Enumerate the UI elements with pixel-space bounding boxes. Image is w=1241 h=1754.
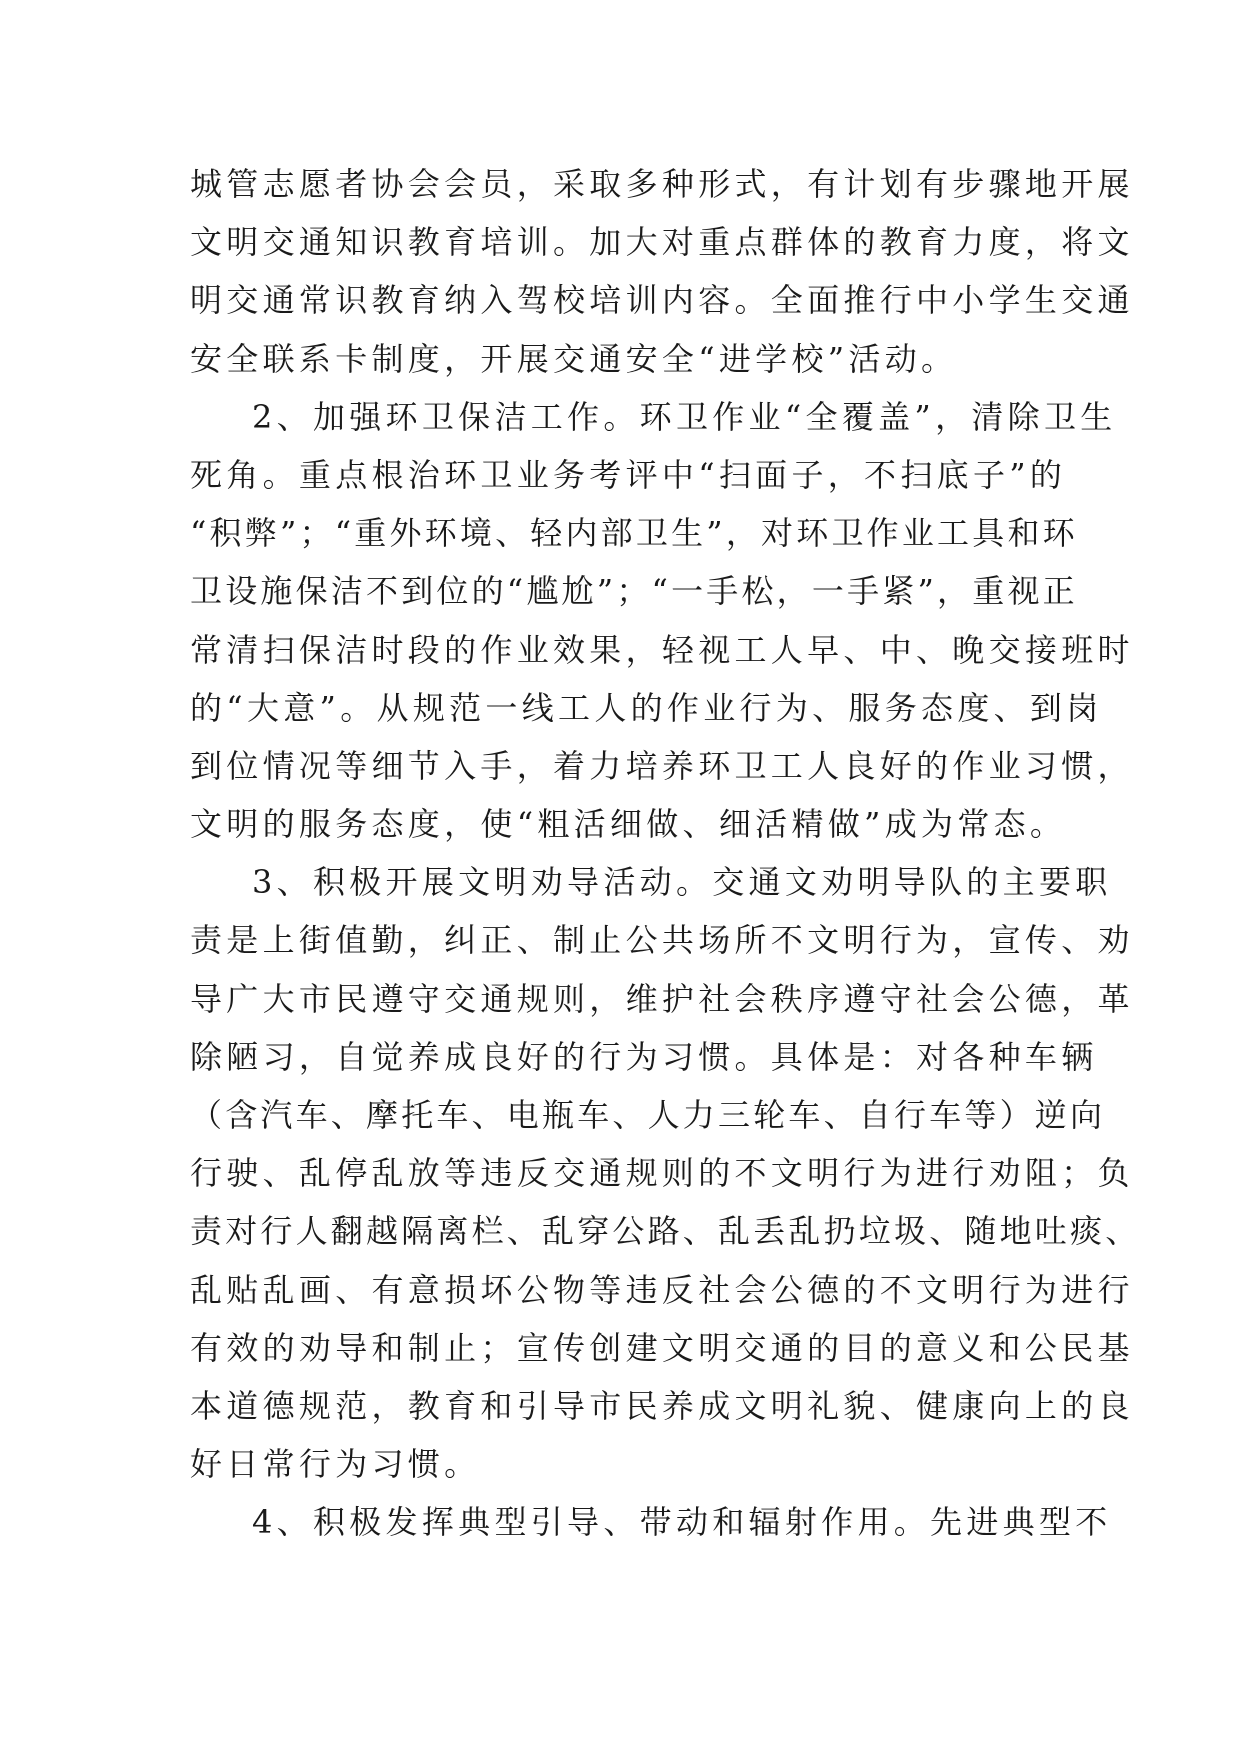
text-line: 卫设施保洁不到位的“尴尬”；“一手松，一手紧”，重视正: [190, 572, 1078, 611]
text-line: 行驶、乱停乱放等违反交通规则的不文明行为进行劝阻；负: [190, 1154, 1134, 1193]
text-line: 有效的劝导和制止；宣传创建文明交通的目的意义和公民基: [190, 1328, 1134, 1367]
text-line: 的“大意”。从规范一线工人的作业行为、服务态度、到岗: [190, 688, 1103, 727]
text-line: 导广大市民遵守交通规则，维护社会秩序遵守社会公德，革: [190, 979, 1134, 1018]
text-line: 责对行人翻越隔离栏、乱穿公路、乱丢乱扔垃圾、随地吐痰、: [190, 1212, 1141, 1251]
paragraph-2-first-line: 2、加强环卫保洁工作。环卫作业“全覆盖”，清除卫生: [252, 397, 1117, 436]
text-line: 常清扫保洁时段的作业效果，轻视工人早、中、晚交接班时: [190, 630, 1134, 669]
text-line: 文明交通知识教育培训。加大对重点群体的教育力度，将文: [190, 223, 1134, 262]
text-line: （含汽车、摩托车、电瓶车、人力三轮车、自行车等）逆向: [190, 1096, 1106, 1134]
text-line: 好日常行为习惯。: [190, 1445, 481, 1484]
paragraph-3-first-line: 3、积极开展文明劝导活动。交通文劝明导队的主要职: [252, 863, 1112, 902]
text-line: 城管志愿者协会会员，采取多种形式，有计划有步骤地开展: [190, 165, 1134, 203]
text-line: 明交通常识教育纳入驾校培训内容。全面推行中小学生交通: [190, 281, 1134, 320]
paragraph-4-first-line: 4、积极发挥典型引导、带动和辐射作用。先进典型不: [252, 1503, 1112, 1542]
text-line: 责是上街值勤，纠正、制止公共场所不文明行为，宣传、劝: [190, 921, 1134, 960]
text-line: 安全联系卡制度，开展交通安全“进学校”活动。: [190, 339, 958, 378]
text-line: 乱贴乱画、有意损坏公物等违反社会公德的不文明行为进行: [190, 1270, 1134, 1309]
text-line: 除陋习，自觉养成良好的行为习惯。具体是：对各种车辆: [190, 1037, 1098, 1076]
text-line: “积弊”；“重外环境、轻内部卫生”，对环卫作业工具和环: [190, 514, 1078, 553]
text-line: 死角。重点根治环卫业务考评中“扫面子，不扫底子”的: [190, 455, 1067, 494]
text-line: 到位情况等细节入手，着力培养环卫工人良好的作业习惯，: [190, 746, 1134, 785]
text-line: 本道德规范，教育和引导市民养成文明礼貌、健康向上的良: [190, 1386, 1134, 1425]
body-text: [190, 155, 1141, 1552]
text-line: 文明的服务态度，使“粗活细做、细活精做”成为常态。: [190, 805, 1067, 844]
